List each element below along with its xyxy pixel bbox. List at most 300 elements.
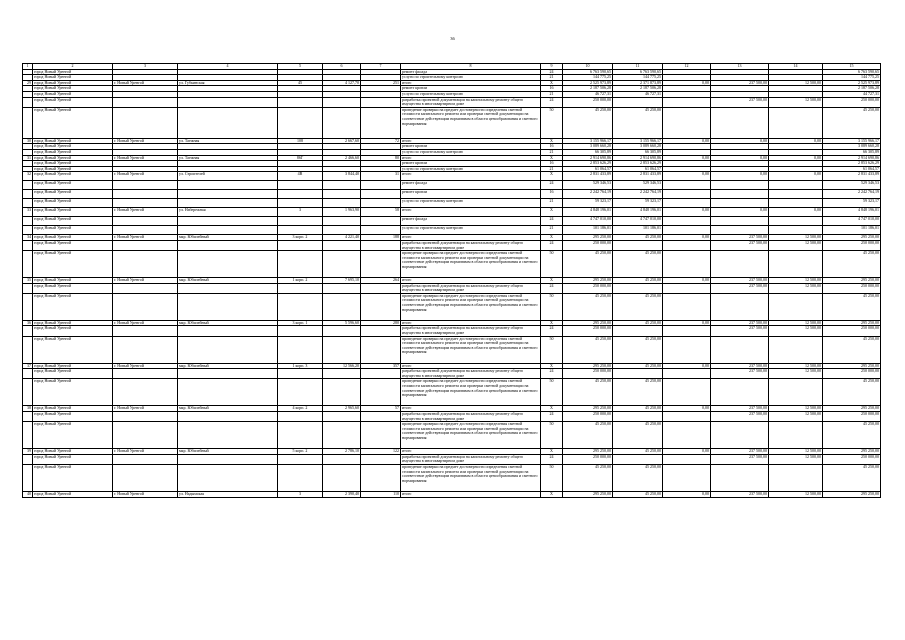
cell-code: 50 xyxy=(541,251,563,278)
cell-cost-sum: 295 250,00 xyxy=(823,320,881,326)
cell-cost-budget-3 xyxy=(769,199,823,208)
cell-cost-sum: 250 000,00 xyxy=(823,97,881,107)
cell-residents xyxy=(361,369,401,379)
cell-work-type: услуги по строительному контролю xyxy=(401,199,541,208)
cell-cost-budget-1 xyxy=(663,199,711,208)
cell-total-cost: 250 000,00 xyxy=(563,97,613,107)
cell-municipality: город Новый Уренгой xyxy=(33,240,113,250)
cell-total-cost: 295 250,00 xyxy=(563,363,613,369)
cell-cost-budget-1: 0,00 xyxy=(663,80,711,86)
cell-work-type: разработка проектной документации на капитальному ремонту общего имущества в многоквартирном доме xyxy=(401,283,541,293)
cell-residents xyxy=(361,379,401,406)
cell-code: X xyxy=(541,406,563,412)
cell-cost-fund: 2 187 506,28 xyxy=(613,86,663,92)
cell-residents xyxy=(361,283,401,293)
cell-area xyxy=(323,422,361,449)
cell-house-number xyxy=(278,283,323,293)
cell-cost-budget-1 xyxy=(663,454,711,464)
cell-residents: 280 xyxy=(361,320,401,326)
cell-code: 24 xyxy=(541,454,563,464)
cell-work-type: итого xyxy=(401,80,541,86)
cell-cost-budget-1: 0,00 xyxy=(663,235,711,241)
cell-cost-sum: 45 250,00 xyxy=(823,336,881,363)
cell-work-type: разработка проектной документации на капитальному ремонту общего имущества в многоквартирном доме xyxy=(401,412,541,422)
header-cell: 7 xyxy=(361,64,401,70)
cell-cost-fund: 4 747 010,00 xyxy=(613,217,663,226)
cell-city: г. Новый Уренгой xyxy=(113,155,178,161)
table-row xyxy=(23,199,881,208)
cell-municipality: город Новый Уренгой xyxy=(33,91,113,97)
header-cell: 5 xyxy=(278,64,323,70)
cell-area xyxy=(323,251,361,278)
cell-cost-budget-3 xyxy=(769,107,823,138)
cell-total-cost: 295 250,00 xyxy=(563,235,613,241)
cell-total-cost: 45 250,00 xyxy=(563,336,613,363)
cell-code: 21 xyxy=(541,166,563,172)
cell-cost-budget-1 xyxy=(663,226,711,235)
cell-cost-fund: 45 250,00 xyxy=(613,320,663,326)
cell-work-type: итого xyxy=(401,449,541,455)
cell-cost-budget-2: 237 500,00 xyxy=(711,320,769,326)
cell-house-number xyxy=(278,190,323,199)
cell-row-number xyxy=(23,107,33,138)
cell-cost-budget-2: 237 500,00 xyxy=(711,492,769,498)
cell-area xyxy=(323,226,361,235)
cell-city xyxy=(113,199,178,208)
cell-cost-budget-3: 12 500,00 xyxy=(769,240,823,250)
cell-city xyxy=(113,293,178,320)
cell-city xyxy=(113,465,178,492)
cell-street xyxy=(178,422,278,449)
cell-cost-budget-1 xyxy=(663,217,711,226)
cell-cost-fund: 45 250,00 xyxy=(613,336,663,363)
cell-cost-budget-2 xyxy=(711,217,769,226)
cell-municipality: город Новый Уренгой xyxy=(33,181,113,190)
cell-house-number xyxy=(278,251,323,278)
cell-cost-sum: 4 848 196,01 xyxy=(823,208,881,217)
cell-area: 7 695,10 xyxy=(323,278,361,284)
cell-total-cost: 250 000,00 xyxy=(563,369,613,379)
cell-cost-sum: 45 250,00 xyxy=(823,465,881,492)
cell-area: 4 127,70 xyxy=(323,80,361,86)
cell-city xyxy=(113,107,178,138)
cell-cost-budget-3 xyxy=(769,226,823,235)
cell-total-cost: 250 000,00 xyxy=(563,326,613,336)
cell-residents: 80 xyxy=(361,155,401,161)
cell-cost-sum: 101 186,01 xyxy=(823,226,881,235)
cell-cost-sum: 66 305,89 xyxy=(823,149,881,155)
cell-work-type: ремонт кровли xyxy=(401,161,541,167)
cell-cost-fund: 4 848 196,01 xyxy=(613,208,663,217)
cell-municipality: город Новый Уренгой xyxy=(33,69,113,75)
cell-cost-budget-3: 12 500,00 xyxy=(769,97,823,107)
cell-work-type: разработка проектной документации на капитальному ремонту общего имущества в многоквартирном доме xyxy=(401,369,541,379)
cell-street xyxy=(178,379,278,406)
cell-area xyxy=(323,336,361,363)
cell-cost-sum: 529 346,53 xyxy=(823,181,881,190)
header-cell: 8 xyxy=(401,64,541,70)
header-cell: 14 xyxy=(769,64,823,70)
cell-total-cost: 2 853 626,29 xyxy=(563,161,613,167)
cell-house-number xyxy=(278,422,323,449)
cell-total-cost: 66 305,89 xyxy=(563,149,613,155)
cell-street xyxy=(178,326,278,336)
cell-total-cost: 4 848 196,01 xyxy=(563,208,613,217)
cell-street xyxy=(178,336,278,363)
cell-total-cost: 46 727,31 xyxy=(563,91,613,97)
cell-code: X xyxy=(541,235,563,241)
cell-street xyxy=(178,217,278,226)
cell-cost-sum: 2 187 506,28 xyxy=(823,86,881,92)
header-cell: 11 xyxy=(613,64,663,70)
cell-row-number: 30 xyxy=(23,138,33,144)
cell-cost-budget-2 xyxy=(711,190,769,199)
cell-work-type: проведение проверки на предмет достоверности определения сметной стоимости капитального ремонта или проверки сметной документации на соответствие действующим нормативам в области ценообразования и сметного нормирования xyxy=(401,293,541,320)
cell-house-number: 86Г xyxy=(278,155,323,161)
cell-house-number: 3 xyxy=(278,492,323,498)
cell-work-type: проведение проверки на предмет достоверности определения сметной стоимости капитального ремонта или проверки сметной документации на соответствие действующим нормативам в области ценообразования и сметного нормирования xyxy=(401,107,541,138)
cell-cost-sum: 45 250,00 xyxy=(823,422,881,449)
cell-city: г. Новый Уренгой xyxy=(113,235,178,241)
cell-code: 21 xyxy=(541,199,563,208)
cell-code: X xyxy=(541,172,563,181)
cell-row-number xyxy=(23,336,33,363)
cell-total-cost: 250 000,00 xyxy=(563,283,613,293)
cell-cost-fund: 45 250,00 xyxy=(613,406,663,412)
cell-city: г. Новый Уренгой xyxy=(113,363,178,369)
cell-area xyxy=(323,412,361,422)
cell-code: 50 xyxy=(541,465,563,492)
cell-residents: 58 xyxy=(361,208,401,217)
cell-house-number xyxy=(278,217,323,226)
cell-municipality: город Новый Уренгой xyxy=(33,278,113,284)
cell-municipality: город Новый Уренгой xyxy=(33,465,113,492)
cell-work-type: ремонт кровли xyxy=(401,144,541,150)
cell-municipality: город Новый Уренгой xyxy=(33,107,113,138)
cell-cost-fund: 2 914 690,86 xyxy=(613,155,663,161)
cell-cost-budget-3: 12 500,00 xyxy=(769,363,823,369)
cell-street xyxy=(178,240,278,250)
cell-municipality: город Новый Уренгой xyxy=(33,75,113,81)
cell-row-number xyxy=(23,97,33,107)
cell-cost-budget-1 xyxy=(663,465,711,492)
cell-cost-fund: 45 250,00 xyxy=(613,379,663,406)
cell-cost-sum: 2 525 973,89 xyxy=(823,80,881,86)
cell-street xyxy=(178,369,278,379)
cell-cost-budget-3 xyxy=(769,379,823,406)
cell-cost-budget-2 xyxy=(711,293,769,320)
cell-residents xyxy=(361,226,401,235)
cell-cost-budget-2 xyxy=(711,226,769,235)
cell-municipality: город Новый Уренгой xyxy=(33,454,113,464)
cell-house-number xyxy=(278,293,323,320)
cell-cost-sum: 59 323,17 xyxy=(823,199,881,208)
cell-cost-budget-2: 0,00 xyxy=(711,172,769,181)
table-row xyxy=(23,226,881,235)
cell-row-number: 29 xyxy=(23,80,33,86)
cell-street xyxy=(178,283,278,293)
cell-code: 24 xyxy=(541,283,563,293)
cell-cost-fund: 45 250,00 xyxy=(613,422,663,449)
cell-total-cost: 45 250,00 xyxy=(563,251,613,278)
cell-cost-budget-3: 12 500,00 xyxy=(769,412,823,422)
cell-area: 2 466,60 xyxy=(323,155,361,161)
cell-municipality: город Новый Уренгой xyxy=(33,149,113,155)
header-cell: 6 xyxy=(323,64,361,70)
cell-cost-budget-1 xyxy=(663,422,711,449)
cell-row-number xyxy=(23,412,33,422)
cell-cost-budget-1 xyxy=(663,181,711,190)
cell-residents xyxy=(361,454,401,464)
cell-street xyxy=(178,226,278,235)
cell-row-number xyxy=(23,217,33,226)
cell-cost-sum: 45 250,00 xyxy=(823,107,881,138)
cell-cost-budget-1: 0,00 xyxy=(663,172,711,181)
cell-row-number xyxy=(23,369,33,379)
cell-municipality: город Новый Уренгой xyxy=(33,217,113,226)
cell-cost-sum: 4 747 010,00 xyxy=(823,217,881,226)
cell-code: 24 xyxy=(541,326,563,336)
cell-row-number: 32 xyxy=(23,172,33,181)
cell-house-number xyxy=(278,181,323,190)
cell-code: 50 xyxy=(541,293,563,320)
cell-cost-fund: 45 250,00 xyxy=(613,278,663,284)
header-cell: 10 xyxy=(563,64,613,70)
cell-cost-fund: 2 242 764,19 xyxy=(613,190,663,199)
cell-house-number xyxy=(278,107,323,138)
table-row xyxy=(23,172,881,181)
cell-house-number: 3 корп. 1 xyxy=(278,320,323,326)
cell-cost-budget-1 xyxy=(663,293,711,320)
cell-residents: 110 xyxy=(361,492,401,498)
header-cell: 15 xyxy=(823,64,881,70)
cell-municipality: город Новый Уренгой xyxy=(33,226,113,235)
cell-total-cost: 250 000,00 xyxy=(563,454,613,464)
cell-cost-budget-1 xyxy=(663,369,711,379)
cell-area xyxy=(323,293,361,320)
cell-cost-budget-2 xyxy=(711,422,769,449)
cell-cost-budget-3: 12 500,00 xyxy=(769,449,823,455)
table-row xyxy=(23,422,881,449)
cell-residents xyxy=(361,251,401,278)
cell-code: 50 xyxy=(541,422,563,449)
table-row xyxy=(23,208,881,217)
cell-cost-budget-1: 0,00 xyxy=(663,208,711,217)
cell-code: 16 xyxy=(541,86,563,92)
cell-area xyxy=(323,454,361,464)
cell-cost-fund: 45 250,00 xyxy=(613,251,663,278)
cell-cost-budget-2 xyxy=(711,199,769,208)
cell-total-cost: 61 064,57 xyxy=(563,166,613,172)
cell-work-type: проведение проверки на предмет достоверности определения сметной стоимости капитального ремонта или проверки сметной документации на соответствие действующим нормативам в области ценообразования и сметного нормирования xyxy=(401,379,541,406)
cell-cost-fund: 45 250,00 xyxy=(613,465,663,492)
cell-cost-budget-1 xyxy=(663,251,711,278)
cell-municipality: город Новый Уренгой xyxy=(33,363,113,369)
cell-row-number xyxy=(23,226,33,235)
cell-residents xyxy=(361,190,401,199)
cell-street xyxy=(178,251,278,278)
cell-street: мкр. Юбилейный xyxy=(178,320,278,326)
cell-work-type: разработка проектной документации на капитальному ремонту общего имущества в многоквартирном доме xyxy=(401,454,541,464)
cell-area xyxy=(323,190,361,199)
cell-municipality: город Новый Уренгой xyxy=(33,86,113,92)
cell-cost-fund: 529 346,53 xyxy=(613,181,663,190)
cell-municipality: город Новый Уренгой xyxy=(33,283,113,293)
table-row xyxy=(23,181,881,190)
cell-area xyxy=(323,240,361,250)
cell-area xyxy=(323,181,361,190)
cell-cost-sum: 3 089 660,28 xyxy=(823,144,881,150)
cell-code: X xyxy=(541,155,563,161)
cell-city xyxy=(113,240,178,250)
cell-row-number: 38 xyxy=(23,406,33,412)
cell-row-number xyxy=(23,422,33,449)
cell-area: 2 667,60 xyxy=(323,138,361,144)
cell-city xyxy=(113,412,178,422)
cell-house-number: 108 xyxy=(278,138,323,144)
cell-cost-sum: 3 155 966,17 xyxy=(823,138,881,144)
cell-street xyxy=(178,199,278,208)
cell-cost-sum: 144 775,25 xyxy=(823,75,881,81)
cell-row-number: 37 xyxy=(23,363,33,369)
cell-house-number: 1 корп. 2 xyxy=(278,278,323,284)
cell-city xyxy=(113,190,178,199)
table-row xyxy=(23,283,881,293)
cell-code: X xyxy=(541,138,563,144)
cell-row-number xyxy=(23,293,33,320)
cell-municipality: город Новый Уренгой xyxy=(33,172,113,181)
cell-cost-budget-3: 12 500,00 xyxy=(769,235,823,241)
table-row xyxy=(23,379,881,406)
cell-cost-budget-1 xyxy=(663,326,711,336)
cell-total-cost: 101 186,01 xyxy=(563,226,613,235)
cell-cost-budget-3: 12 500,00 xyxy=(769,80,823,86)
cell-cost-budget-1: 0,00 xyxy=(663,320,711,326)
header-cell: 3 xyxy=(113,64,178,70)
cell-row-number xyxy=(23,454,33,464)
cell-municipality: город Новый Уренгой xyxy=(33,251,113,278)
cell-city: г. Новый Уренгой xyxy=(113,172,178,181)
cell-house-number: 3 корп. 2 xyxy=(278,235,323,241)
cell-total-cost: 2 187 506,28 xyxy=(563,86,613,92)
cell-work-type: проведение проверки на предмет достоверности определения сметной стоимости капитального ремонта или проверки сметной документации на соответствие действующим нормативам в области ценообразования и сметного нормирования xyxy=(401,422,541,449)
cell-city xyxy=(113,336,178,363)
cell-residents xyxy=(361,465,401,492)
cell-row-number xyxy=(23,251,33,278)
cell-cost-budget-3: 12 500,00 xyxy=(769,326,823,336)
cell-work-type: ремонт фасада xyxy=(401,69,541,75)
cell-municipality: город Новый Уренгой xyxy=(33,155,113,161)
cell-cost-fund: 2 831 433,89 xyxy=(613,172,663,181)
cell-area xyxy=(323,97,361,107)
cell-code: 16 xyxy=(541,161,563,167)
cell-municipality: город Новый Уренгой xyxy=(33,138,113,144)
cell-cost-fund: 2 371 873,89 xyxy=(613,80,663,86)
cell-residents xyxy=(361,181,401,190)
cell-cost-budget-3 xyxy=(769,465,823,492)
cell-cost-fund xyxy=(613,326,663,336)
cell-cost-fund xyxy=(613,412,663,422)
cell-cost-sum: 295 250,00 xyxy=(823,278,881,284)
cell-cost-budget-3: 12 500,00 xyxy=(769,369,823,379)
table-row xyxy=(23,465,881,492)
cell-city xyxy=(113,97,178,107)
cell-city xyxy=(113,422,178,449)
cell-cost-fund: 59 323,17 xyxy=(613,199,663,208)
cell-area: 2 965,60 xyxy=(323,406,361,412)
cell-row-number: 36 xyxy=(23,320,33,326)
cell-municipality: город Новый Уренгой xyxy=(33,412,113,422)
table-row xyxy=(23,217,881,226)
cell-municipality: город Новый Уренгой xyxy=(33,199,113,208)
cell-total-cost: 2 525 973,89 xyxy=(563,80,613,86)
cell-cost-budget-1 xyxy=(663,283,711,293)
cell-cost-budget-2: 0,00 xyxy=(711,208,769,217)
cell-area xyxy=(323,379,361,406)
cell-street: мкр. Юбилейный xyxy=(178,449,278,455)
cell-total-cost: 295 250,00 xyxy=(563,406,613,412)
cell-residents xyxy=(361,422,401,449)
cell-street: ул. Губкинская xyxy=(178,80,278,86)
cell-code: 16 xyxy=(541,190,563,199)
cell-cost-fund: 101 186,01 xyxy=(613,226,663,235)
cell-house-number xyxy=(278,369,323,379)
cell-area: 12 566,20 xyxy=(323,363,361,369)
cell-cost-budget-2: 237 500,00 xyxy=(711,412,769,422)
cell-work-type: итого xyxy=(401,363,541,369)
cell-cost-fund xyxy=(613,454,663,464)
cell-cost-budget-2 xyxy=(711,465,769,492)
cell-cost-sum: 295 250,00 xyxy=(823,492,881,498)
cell-city: г. Новый Уренгой xyxy=(113,449,178,455)
cell-street: ул. Таежная xyxy=(178,138,278,144)
cell-house-number: 3 xyxy=(278,208,323,217)
cell-cost-budget-3: 12 500,00 xyxy=(769,492,823,498)
cell-cost-fund: 46 727,31 xyxy=(613,91,663,97)
cell-residents: 31 xyxy=(361,172,401,181)
cell-area: 1 963,90 xyxy=(323,208,361,217)
cell-code: X xyxy=(541,320,563,326)
cell-code: X xyxy=(541,278,563,284)
cell-city xyxy=(113,379,178,406)
cell-cost-fund: 45 250,00 xyxy=(613,363,663,369)
cell-code: X xyxy=(541,363,563,369)
cell-cost-fund: 144 775,25 xyxy=(613,75,663,81)
cell-cost-budget-3: 0,00 xyxy=(769,172,823,181)
cell-cost-sum: 250 000,00 xyxy=(823,454,881,464)
cell-total-cost: 295 250,00 xyxy=(563,320,613,326)
cell-residents xyxy=(361,97,401,107)
cell-city: г. Новый Уренгой xyxy=(113,278,178,284)
cell-cost-sum: 250 000,00 xyxy=(823,326,881,336)
cell-cost-budget-1 xyxy=(663,240,711,250)
cell-work-type: итого xyxy=(401,278,541,284)
cell-cost-budget-2: 237 500,00 xyxy=(711,97,769,107)
cell-cost-budget-2: 237 500,00 xyxy=(711,235,769,241)
cell-code: 24 xyxy=(541,240,563,250)
cell-row-number xyxy=(23,240,33,250)
cell-municipality: город Новый Уренгой xyxy=(33,449,113,455)
cell-area xyxy=(323,465,361,492)
cell-row-number: 31 xyxy=(23,155,33,161)
cell-code: 24 xyxy=(541,412,563,422)
cell-row-number: 39 xyxy=(23,449,33,455)
cell-cost-sum: 295 250,00 xyxy=(823,235,881,241)
cell-city xyxy=(113,369,178,379)
cell-code: 24 xyxy=(541,369,563,379)
cell-work-type: итого xyxy=(401,155,541,161)
cell-cost-fund: 45 250,00 xyxy=(613,293,663,320)
